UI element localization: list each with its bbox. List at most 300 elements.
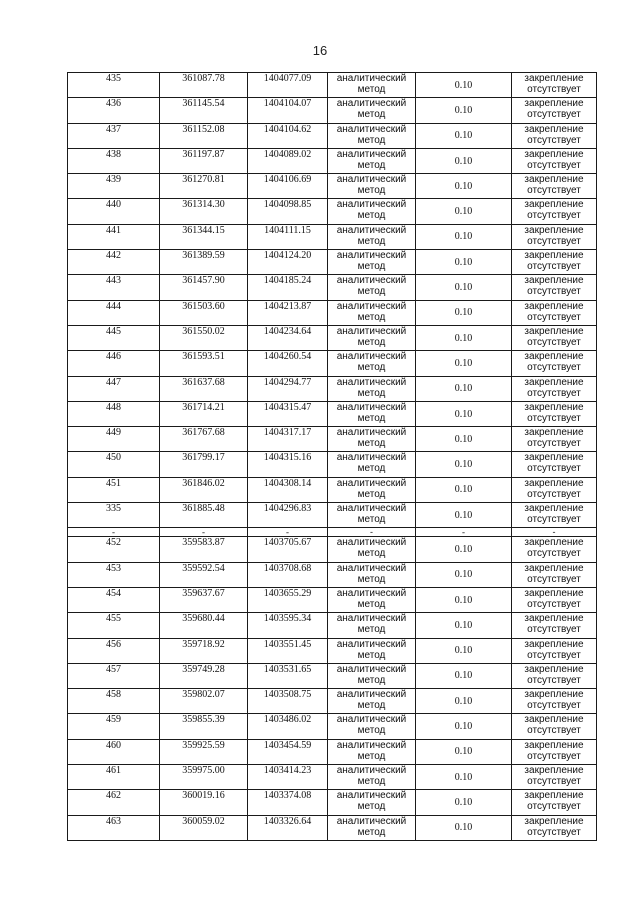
accuracy-cell: 0.10 (416, 739, 512, 764)
fixation-cell (512, 638, 597, 663)
method-cell-line-1: аналитический (336, 537, 407, 549)
fixation-cell-line-2: отсутствует (527, 134, 581, 146)
fixation-cell-line-1: закрепление (524, 739, 584, 751)
method-cell-line-2: метод (357, 185, 386, 197)
y-coordinate-cell: 1404124.20 (248, 250, 328, 275)
method-cell-line-2: метод (357, 235, 386, 247)
x-coordinate-cell: 361503.60 (160, 300, 248, 325)
y-coordinate-cell: 1404111.15 (248, 224, 328, 249)
x-coordinate-cell: 361714.21 (160, 401, 248, 426)
point-number-cell: 436 (68, 98, 160, 123)
fixation-cell-line-1: закрепление (524, 537, 584, 549)
x-coordinate-cell: 361270.81 (160, 174, 248, 199)
method-cell-line-2: метод (357, 624, 386, 636)
y-coordinate-cell: 1404234.64 (248, 325, 328, 350)
fixation-cell-line-1: закрепление (524, 123, 584, 135)
y-coordinate-cell: 1404260.54 (248, 351, 328, 376)
method-cell-line-1: аналитический (336, 503, 407, 515)
y-coordinate-cell: 1404308.14 (248, 477, 328, 502)
y-coordinate-cell: - (248, 528, 328, 537)
accuracy-cell: 0.10 (416, 663, 512, 688)
method-cell (328, 199, 416, 224)
method-cell (328, 300, 416, 325)
method-cell-line-2: метод (357, 311, 386, 323)
x-coordinate-cell: 359925.59 (160, 739, 248, 764)
method-cell (328, 638, 416, 663)
fixation-cell-line-2: отсутствует (527, 387, 581, 399)
point-number-cell: 448 (68, 401, 160, 426)
table-row (68, 401, 597, 426)
y-coordinate-cell: 1404104.62 (248, 123, 328, 148)
method-cell (328, 587, 416, 612)
table-row (68, 452, 597, 477)
method-cell-line-2: метод (357, 674, 386, 686)
method-cell-line-2: метод (357, 387, 386, 399)
method-cell-line-2: метод (357, 750, 386, 762)
accuracy-cell: 0.10 (416, 123, 512, 148)
method-cell-line-1: аналитический (336, 689, 407, 701)
y-coordinate-cell: 1404315.16 (248, 452, 328, 477)
method-cell-line-1: аналитический (336, 275, 407, 287)
table-row (68, 689, 597, 714)
method-cell-line-2: метод (357, 109, 386, 121)
fixation-cell (512, 452, 597, 477)
fixation-cell-line-2: отсутствует (527, 286, 581, 298)
table-row (68, 224, 597, 249)
method-cell (328, 537, 416, 562)
point-number-cell: 437 (68, 123, 160, 148)
y-coordinate-cell: 1403454.59 (248, 739, 328, 764)
fixation-cell: - (512, 528, 597, 537)
table-row (68, 275, 597, 300)
fixation-cell (512, 148, 597, 173)
method-cell-line-1: аналитический (336, 714, 407, 726)
point-number-cell: 445 (68, 325, 160, 350)
method-cell-line-1: аналитический (336, 427, 407, 439)
fixation-cell-line-2: отсутствует (527, 84, 581, 95)
table-row (68, 351, 597, 376)
method-cell-line-1: аналитический (336, 199, 407, 211)
point-number-cell: 461 (68, 765, 160, 790)
table-row (68, 250, 597, 275)
separator-row (68, 528, 597, 537)
method-cell-line-1: аналитический (336, 790, 407, 802)
fixation-cell-line-1: закрепление (524, 663, 584, 675)
fixation-cell-line-2: отсутствует (527, 438, 581, 450)
fixation-cell-line-2: отсутствует (527, 336, 581, 348)
accuracy-cell: 0.10 (416, 250, 512, 275)
fixation-cell-line-1: закрепление (524, 351, 584, 363)
y-coordinate-cell: 1404077.09 (248, 73, 328, 98)
method-cell-line-2: метод (357, 776, 386, 788)
y-coordinate-cell: 1404213.87 (248, 300, 328, 325)
fixation-cell (512, 174, 597, 199)
accuracy-cell: 0.10 (416, 300, 512, 325)
table-row (68, 148, 597, 173)
point-number-cell: 446 (68, 351, 160, 376)
point-number-cell: 462 (68, 790, 160, 815)
y-coordinate-cell: 1404294.77 (248, 376, 328, 401)
method-cell-line-1: аналитический (336, 613, 407, 625)
accuracy-cell: 0.10 (416, 562, 512, 587)
x-coordinate-cell: 359680.44 (160, 613, 248, 638)
x-coordinate-cell: 361389.59 (160, 250, 248, 275)
x-coordinate-cell: 361087.78 (160, 73, 248, 98)
y-coordinate-cell: 1403551.45 (248, 638, 328, 663)
y-coordinate-cell: 1404315.47 (248, 401, 328, 426)
method-cell-line-2: метод (357, 84, 386, 95)
x-coordinate-cell: 361767.68 (160, 427, 248, 452)
x-coordinate-cell: - (160, 528, 248, 537)
point-number-cell: 435 (68, 73, 160, 98)
fixation-cell-line-1: закрепление (524, 815, 584, 827)
fixation-cell (512, 689, 597, 714)
fixation-cell (512, 98, 597, 123)
fixation-cell (512, 815, 597, 840)
method-cell (328, 224, 416, 249)
fixation-cell-line-2: отсутствует (527, 412, 581, 424)
method-cell-line-2: метод (357, 261, 386, 273)
fixation-cell (512, 503, 597, 528)
x-coordinate-cell: 359855.39 (160, 714, 248, 739)
point-number-cell: 450 (68, 452, 160, 477)
x-coordinate-cell: 361593.51 (160, 351, 248, 376)
method-cell-line-1: аналитический (336, 401, 407, 413)
method-cell-line-1: аналитический (336, 174, 407, 186)
fixation-cell-line-2: отсутствует (527, 573, 581, 585)
fixation-cell (512, 123, 597, 148)
point-number-cell: 463 (68, 815, 160, 840)
point-number-cell: 442 (68, 250, 160, 275)
table-row (68, 199, 597, 224)
method-cell-line-1: аналитический (336, 224, 407, 236)
method-cell-line-2: метод (357, 412, 386, 424)
method-cell-line-2: метод (357, 514, 386, 526)
point-number-cell: 449 (68, 427, 160, 452)
x-coordinate-cell: 360059.02 (160, 815, 248, 840)
method-cell (328, 739, 416, 764)
fixation-cell-line-2: отсутствует (527, 463, 581, 475)
accuracy-cell: 0.10 (416, 401, 512, 426)
fixation-cell-line-1: закрепление (524, 587, 584, 599)
x-coordinate-cell: 361550.02 (160, 325, 248, 350)
fixation-cell-line-1: закрепление (524, 613, 584, 625)
x-coordinate-cell: 361799.17 (160, 452, 248, 477)
fixation-cell-line-1: закрепление (524, 275, 584, 287)
accuracy-cell: 0.10 (416, 503, 512, 528)
x-coordinate-cell: 361197.87 (160, 148, 248, 173)
point-number-cell: 457 (68, 663, 160, 688)
fixation-cell (512, 739, 597, 764)
method-cell-line-1: аналитический (336, 815, 407, 827)
fixation-cell (512, 300, 597, 325)
method-cell (328, 503, 416, 528)
accuracy-cell: 0.10 (416, 587, 512, 612)
table-row (68, 325, 597, 350)
x-coordinate-cell: 359583.87 (160, 537, 248, 562)
fixation-cell-line-2: отсутствует (527, 185, 581, 197)
fixation-cell-line-1: закрепление (524, 250, 584, 262)
accuracy-cell: 0.10 (416, 714, 512, 739)
accuracy-cell: 0.10 (416, 351, 512, 376)
method-cell-line-1: аналитический (336, 587, 407, 599)
point-number-cell: 456 (68, 638, 160, 663)
method-cell (328, 275, 416, 300)
fixation-cell (512, 790, 597, 815)
method-cell (328, 765, 416, 790)
table-row (68, 638, 597, 663)
method-cell-line-2: метод (357, 210, 386, 222)
method-cell-line-2: метод (357, 159, 386, 171)
fixation-cell-line-2: отсутствует (527, 210, 581, 222)
table-row (68, 123, 597, 148)
fixation-cell-line-2: отсутствует (527, 776, 581, 788)
table-row (68, 376, 597, 401)
method-cell-line-1: аналитический (336, 325, 407, 337)
fixation-cell-line-1: закрепление (524, 765, 584, 777)
method-cell-line-2: метод (357, 573, 386, 585)
table-row (68, 427, 597, 452)
x-coordinate-cell: 359802.07 (160, 689, 248, 714)
method-cell-line-1: аналитический (336, 73, 407, 84)
method-cell-line-2: метод (357, 548, 386, 560)
accuracy-cell: 0.10 (416, 638, 512, 663)
method-cell (328, 714, 416, 739)
method-cell-line-1: аналитический (336, 477, 407, 489)
method-cell (328, 98, 416, 123)
x-coordinate-cell: 361344.15 (160, 224, 248, 249)
table-row (68, 174, 597, 199)
x-coordinate-cell: 359749.28 (160, 663, 248, 688)
fixation-cell (512, 351, 597, 376)
fixation-cell-line-2: отсутствует (527, 488, 581, 500)
y-coordinate-cell: 1404098.85 (248, 199, 328, 224)
point-number-cell: 459 (68, 714, 160, 739)
method-cell (328, 250, 416, 275)
x-coordinate-cell: 361457.90 (160, 275, 248, 300)
fixation-cell (512, 427, 597, 452)
fixation-cell-line-2: отсутствует (527, 261, 581, 273)
table-row (68, 663, 597, 688)
table-row (68, 790, 597, 815)
table-row (68, 714, 597, 739)
fixation-cell-line-2: отсутствует (527, 362, 581, 374)
method-cell-line-2: метод (357, 725, 386, 737)
accuracy-cell: 0.10 (416, 765, 512, 790)
point-number-cell: 440 (68, 199, 160, 224)
method-cell (328, 325, 416, 350)
method-cell (328, 562, 416, 587)
accuracy-cell: 0.10 (416, 815, 512, 840)
point-number-cell: 447 (68, 376, 160, 401)
fixation-cell (512, 714, 597, 739)
method-cell-line-1: аналитический (336, 562, 407, 574)
y-coordinate-cell: 1403374.08 (248, 790, 328, 815)
fixation-cell (512, 250, 597, 275)
point-number-cell: 451 (68, 477, 160, 502)
method-cell-line-1: аналитический (336, 300, 407, 312)
x-coordinate-cell: 361885.48 (160, 503, 248, 528)
fixation-cell (512, 73, 597, 98)
method-cell (328, 815, 416, 840)
x-coordinate-cell: 361145.54 (160, 98, 248, 123)
accuracy-cell: 0.10 (416, 98, 512, 123)
point-number-cell: 458 (68, 689, 160, 714)
y-coordinate-cell: 1403708.68 (248, 562, 328, 587)
x-coordinate-cell: 359637.67 (160, 587, 248, 612)
method-cell-line-1: аналитический (336, 98, 407, 110)
accuracy-cell: 0.10 (416, 148, 512, 173)
accuracy-cell: - (416, 528, 512, 537)
method-cell (328, 174, 416, 199)
accuracy-cell: 0.10 (416, 427, 512, 452)
y-coordinate-cell: 1403326.64 (248, 815, 328, 840)
method-cell (328, 477, 416, 502)
accuracy-cell: 0.10 (416, 275, 512, 300)
method-cell (328, 148, 416, 173)
fixation-cell (512, 275, 597, 300)
method-cell (328, 689, 416, 714)
method-cell-line-2: метод (357, 463, 386, 475)
y-coordinate-cell: 1403705.67 (248, 537, 328, 562)
x-coordinate-cell: 361846.02 (160, 477, 248, 502)
fixation-cell-line-2: отсутствует (527, 311, 581, 323)
method-cell-line-2: метод (357, 598, 386, 610)
method-cell (328, 790, 416, 815)
method-cell-line-1: аналитический (336, 452, 407, 464)
y-coordinate-cell: 1403508.75 (248, 689, 328, 714)
fixation-cell-line-2: отсутствует (527, 548, 581, 560)
fixation-cell-line-1: закрепление (524, 562, 584, 574)
table-row (68, 73, 597, 98)
y-coordinate-cell: 1403414.23 (248, 765, 328, 790)
fixation-cell-line-1: закрепление (524, 790, 584, 802)
method-cell: - (328, 528, 416, 537)
method-cell-line-2: метод (357, 649, 386, 661)
table-row (68, 815, 597, 840)
x-coordinate-cell: 360019.16 (160, 790, 248, 815)
y-coordinate-cell: 1404185.24 (248, 275, 328, 300)
fixation-cell (512, 562, 597, 587)
method-cell-line-1: аналитический (336, 123, 407, 135)
method-cell-line-2: метод (357, 801, 386, 813)
x-coordinate-cell: 361152.08 (160, 123, 248, 148)
fixation-cell-line-2: отсутствует (527, 826, 581, 838)
coordinates-table-body (68, 73, 597, 841)
table-row (68, 613, 597, 638)
table-row (68, 503, 597, 528)
fixation-cell-line-2: отсутствует (527, 514, 581, 526)
accuracy-cell: 0.10 (416, 613, 512, 638)
fixation-cell (512, 224, 597, 249)
fixation-cell (512, 477, 597, 502)
fixation-cell-line-1: закрепление (524, 503, 584, 515)
fixation-cell-line-1: закрепление (524, 199, 584, 211)
fixation-cell-line-1: закрепление (524, 98, 584, 110)
accuracy-cell: 0.10 (416, 790, 512, 815)
y-coordinate-cell: 1404296.83 (248, 503, 328, 528)
method-cell-line-2: метод (357, 134, 386, 146)
method-cell-line-1: аналитический (336, 148, 407, 160)
table-row (68, 739, 597, 764)
point-number-cell: 443 (68, 275, 160, 300)
accuracy-cell: 0.10 (416, 199, 512, 224)
method-cell (328, 401, 416, 426)
y-coordinate-cell: 1403531.65 (248, 663, 328, 688)
point-number-cell: 455 (68, 613, 160, 638)
x-coordinate-cell: 361637.68 (160, 376, 248, 401)
accuracy-cell: 0.10 (416, 376, 512, 401)
table-row (68, 537, 597, 562)
y-coordinate-cell: 1404104.07 (248, 98, 328, 123)
method-cell (328, 613, 416, 638)
fixation-cell-line-1: закрепление (524, 224, 584, 236)
method-cell-line-1: аналитический (336, 376, 407, 388)
accuracy-cell: 0.10 (416, 689, 512, 714)
fixation-cell-line-2: отсутствует (527, 649, 581, 661)
method-cell-line-1: аналитический (336, 663, 407, 675)
point-number-cell: 444 (68, 300, 160, 325)
fixation-cell-line-1: закрепление (524, 689, 584, 701)
fixation-cell-line-2: отсутствует (527, 674, 581, 686)
fixation-cell-line-1: закрепление (524, 452, 584, 464)
method-cell-line-1: аналитический (336, 638, 407, 650)
accuracy-cell: 0.10 (416, 325, 512, 350)
fixation-cell (512, 325, 597, 350)
point-number-cell: 441 (68, 224, 160, 249)
fixation-cell-line-2: отсутствует (527, 750, 581, 762)
fixation-cell-line-2: отсутствует (527, 235, 581, 247)
y-coordinate-cell: 1403486.02 (248, 714, 328, 739)
method-cell-line-2: метод (357, 336, 386, 348)
accuracy-cell: 0.10 (416, 452, 512, 477)
point-number-cell: 460 (68, 739, 160, 764)
page-number: 16 (312, 43, 328, 58)
coordinates-table (67, 72, 597, 841)
fixation-cell-line-1: закрепление (524, 325, 584, 337)
fixation-cell-line-1: закрепление (524, 376, 584, 388)
fixation-cell-line-2: отсутствует (527, 598, 581, 610)
point-number-cell: 438 (68, 148, 160, 173)
y-coordinate-cell: 1404089.02 (248, 148, 328, 173)
x-coordinate-cell: 359975.00 (160, 765, 248, 790)
fixation-cell (512, 613, 597, 638)
point-number-cell: - (68, 528, 160, 537)
fixation-cell-line-2: отсутствует (527, 159, 581, 171)
fixation-cell-line-1: закрепление (524, 714, 584, 726)
x-coordinate-cell: 359718.92 (160, 638, 248, 663)
method-cell-line-2: метод (357, 286, 386, 298)
fixation-cell (512, 765, 597, 790)
table-row (68, 587, 597, 612)
point-number-cell: 453 (68, 562, 160, 587)
fixation-cell (512, 587, 597, 612)
accuracy-cell: 0.10 (416, 224, 512, 249)
fixation-cell-line-1: закрепление (524, 73, 584, 84)
fixation-cell-line-2: отсутствует (527, 725, 581, 737)
method-cell-line-2: метод (357, 700, 386, 712)
y-coordinate-cell: 1403595.34 (248, 613, 328, 638)
fixation-cell-line-1: закрепление (524, 477, 584, 489)
method-cell-line-1: аналитический (336, 765, 407, 777)
table-row (68, 562, 597, 587)
fixation-cell-line-1: закрепление (524, 401, 584, 413)
fixation-cell-line-2: отсутствует (527, 624, 581, 636)
method-cell-line-2: метод (357, 826, 386, 838)
fixation-cell (512, 199, 597, 224)
point-number-cell: 452 (68, 537, 160, 562)
method-cell-line-1: аналитический (336, 250, 407, 262)
